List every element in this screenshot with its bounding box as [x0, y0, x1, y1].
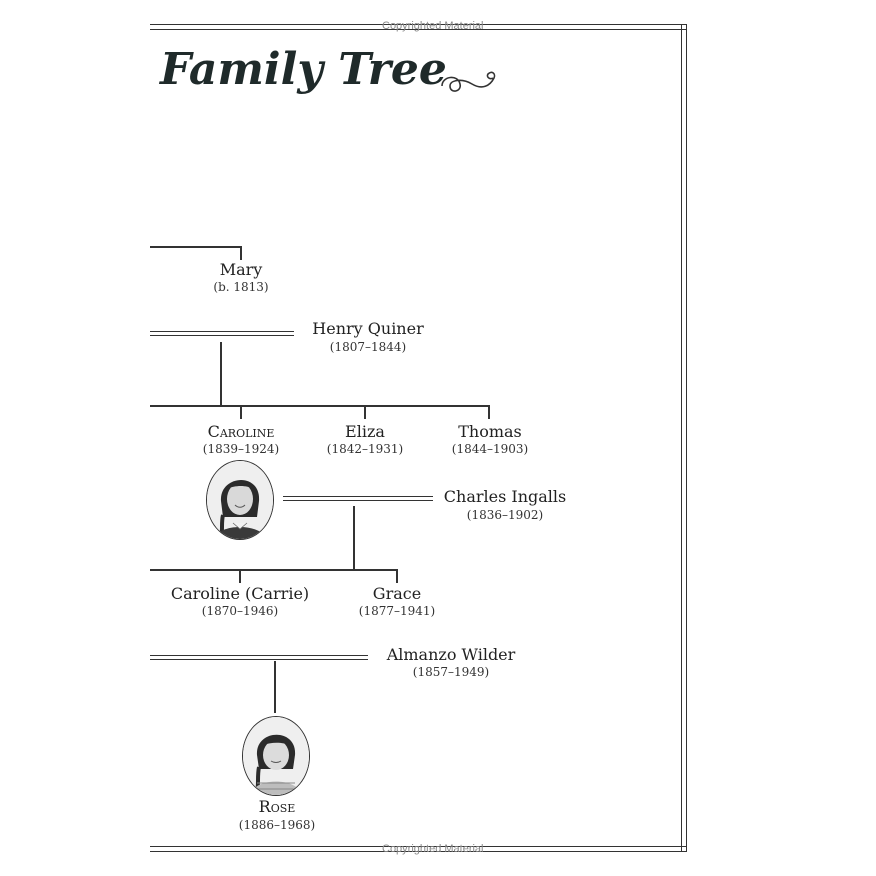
person-name-henry: Henry Quiner	[312, 319, 424, 338]
person-name-eliza: Eliza	[345, 422, 385, 441]
person-dates-henry: (1807–1844)	[329, 340, 407, 354]
connector-line	[364, 405, 366, 419]
person-dates-eliza: (1842–1931)	[326, 442, 404, 456]
page-title: Family Tree	[160, 44, 447, 95]
person-dates-grace: (1877–1941)	[358, 604, 436, 618]
connector-line	[239, 569, 241, 583]
connector-line	[150, 246, 242, 248]
marriage-line	[150, 331, 294, 336]
person-dates-almanzo: (1857–1949)	[412, 665, 490, 679]
flourish-icon	[438, 64, 500, 98]
connector-line	[240, 246, 242, 260]
rose-portrait	[242, 716, 310, 796]
person-dates-thomas: (1844–1903)	[451, 442, 529, 456]
person-dates-rose: (1886–1968)	[238, 818, 316, 832]
person-dates-mary: (b. 1813)	[213, 280, 269, 294]
watermark-bottom: Copyrighted Material	[382, 843, 484, 855]
connector-line	[488, 405, 490, 419]
connector-line	[274, 661, 276, 713]
person-name-almanzo: Almanzo Wilder	[386, 645, 516, 664]
connector-line	[220, 342, 222, 405]
frame-right-border	[681, 24, 687, 852]
portrait-girl-icon	[207, 461, 273, 539]
marriage-line	[283, 496, 433, 501]
person-dates-carrie: (1870–1946)	[201, 604, 279, 618]
person-name-caroline: Caroline	[207, 422, 275, 441]
person-name-thomas: Thomas	[458, 422, 522, 441]
person-dates-charles: (1836–1902)	[466, 508, 544, 522]
connector-line	[353, 506, 355, 569]
caroline-portrait	[206, 460, 274, 540]
person-name-grace: Grace	[372, 584, 422, 603]
person-name-rose: Rose	[258, 797, 296, 816]
person-name-charles: Charles Ingalls	[443, 487, 567, 506]
person-name-carrie: Caroline (Carrie)	[170, 584, 310, 603]
person-dates-caroline: (1839–1924)	[202, 442, 280, 456]
sibling-line	[150, 569, 398, 571]
person-name-mary: Mary	[219, 260, 263, 279]
connector-line	[396, 569, 398, 583]
watermark-top: Copyrighted Material	[382, 20, 484, 32]
portrait-girl-icon	[243, 717, 309, 795]
sibling-line	[150, 405, 490, 407]
connector-line	[240, 405, 242, 419]
marriage-line	[150, 655, 368, 660]
